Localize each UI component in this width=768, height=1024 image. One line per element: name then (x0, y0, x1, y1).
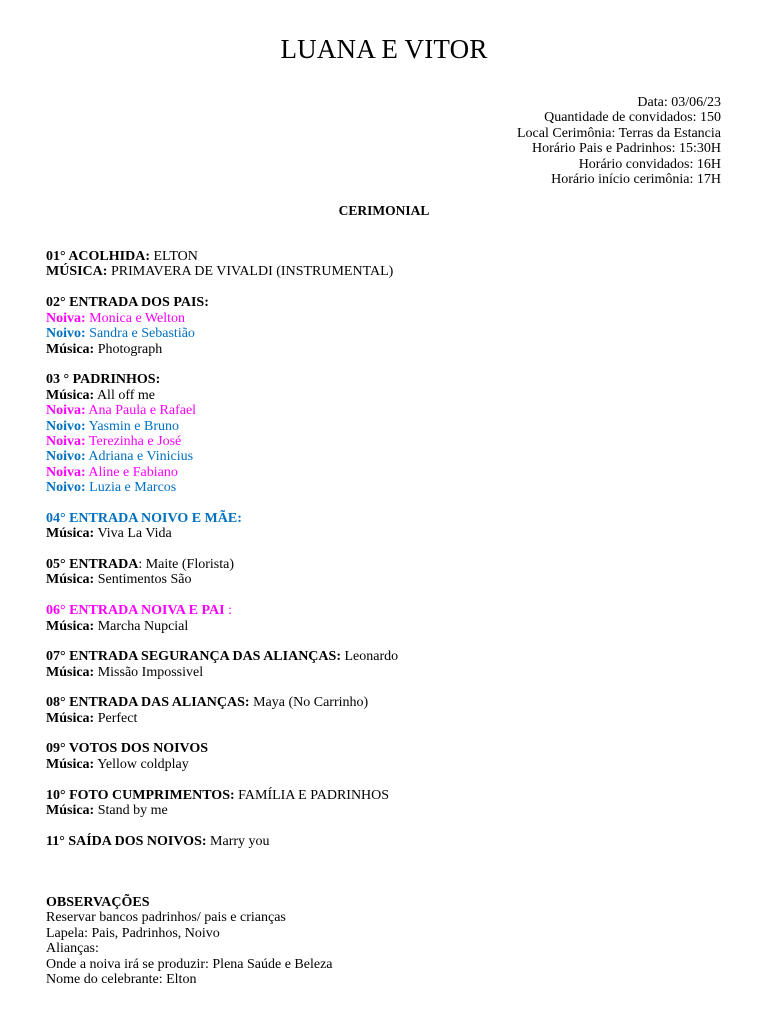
info-ceremony-location: Local Cerimônia: Terras da Estancia (516, 125, 721, 141)
schedule-line (46, 572, 191, 587)
line-label: 03 ° PADRINHOS: (46, 372, 161, 387)
schedule-line (46, 557, 234, 572)
line-label: 09° VOTOS DOS NOIVOS (46, 741, 209, 756)
schedule-line (46, 619, 188, 634)
schedule-line (46, 834, 270, 849)
event-info (517, 95, 721, 187)
schedule-line (46, 449, 193, 464)
schedule-line (46, 741, 208, 756)
line-value: Yellow coldplay (94, 757, 189, 772)
info-guests-time: Horário convidados: 16H (578, 156, 721, 172)
line-label: Noivo: (46, 449, 86, 464)
schedule-line (46, 342, 162, 357)
line-value: Sentimentos São (94, 572, 192, 587)
schedule-line (46, 372, 160, 387)
line-value: Yasmin e Bruno (85, 419, 180, 434)
schedule-line (46, 941, 99, 956)
line-value: Perfect (94, 711, 138, 726)
line-value: Photograph (94, 342, 163, 357)
info-ceremony-start: Horário início cerimônia: 17H (551, 172, 721, 188)
line-label: Música: (46, 803, 95, 818)
line-value: Maya (No Carrinho) (249, 695, 369, 710)
line-value: Aline e Fabiano (85, 465, 178, 480)
line-label: Noiva: (46, 434, 86, 449)
line-label: 04° ENTRADA NOIVO E MÃE: (46, 511, 242, 526)
line-label: 07° ENTRADA SEGURANÇA DAS ALIANÇAS: (46, 649, 341, 664)
schedule-line (46, 311, 185, 326)
line-label: Música: (46, 665, 95, 680)
line-value: All off me (94, 388, 156, 403)
info-parents-time: Horário Pais e Padrinhos: 15:30H (532, 141, 721, 157)
info-guest-count: Quantidade de convidados: 150 (544, 110, 721, 126)
line-value: PRIMAVERA DE VIVALDI (INSTRUMENTAL) (107, 264, 394, 279)
line-value: Marcha Nupcial (94, 619, 189, 634)
schedule-line (46, 480, 176, 495)
line-value: Luzia e Marcos (85, 480, 177, 495)
schedule-line (46, 649, 398, 664)
line-value: Leonardo (340, 649, 399, 664)
page-title: LUANA E VITOR (280, 34, 488, 64)
line-label: 08° ENTRADA DAS ALIANÇAS: (46, 695, 250, 710)
schedule-line (46, 972, 196, 987)
line-value: Viva La Vida (94, 526, 172, 541)
schedule-line (46, 695, 368, 710)
line-label: OBSERVAÇÕES (46, 895, 150, 910)
schedule-line (46, 295, 209, 310)
line-label: 02° ENTRADA DOS PAIS: (46, 295, 209, 310)
line-label: Noivo: (46, 480, 86, 495)
schedule-line (46, 803, 168, 818)
line-label: Noiva: (46, 465, 86, 480)
line-value: FAMÍLIA E PADRINHOS (234, 788, 390, 803)
line-label: Música: (46, 342, 95, 357)
schedule-line (46, 403, 196, 418)
line-label: Noivo: (46, 419, 86, 434)
line-label: MÚSICA: (46, 264, 108, 279)
schedule-line (46, 326, 195, 341)
line-value: Sandra e Sebastião (85, 326, 195, 341)
line-label: Noivo: (46, 326, 86, 341)
line-label: Noiva: (46, 311, 86, 326)
line-value: Reservar bancos padrinhos/ pais e crianças (46, 910, 286, 925)
line-value: Lapela: Pais, Padrinhos, Noivo (46, 926, 220, 941)
line-label: 01° ACOLHIDA: (46, 249, 150, 264)
schedule-line (46, 465, 178, 480)
line-value: Adriana e Vinicius (85, 449, 194, 464)
schedule-line (46, 665, 203, 680)
schedule-line (46, 264, 393, 279)
info-date: Data: 03/06/23 (637, 95, 721, 110)
schedule-line (46, 526, 172, 541)
schedule-line (46, 957, 333, 972)
line-value: Missão Impossivel (94, 665, 204, 680)
schedule-line (46, 249, 198, 264)
line-label: 06° ENTRADA NOIVA E PAI (46, 603, 225, 618)
line-value: : Maite (Florista) (138, 557, 234, 572)
line-label: Música: (46, 388, 95, 403)
schedule-line (46, 788, 389, 803)
line-value: Nome do celebrante: Elton (46, 972, 197, 987)
line-value: Marry you (206, 834, 270, 849)
line-label: Música: (46, 757, 95, 772)
line-value: ELTON (150, 249, 198, 264)
line-value: Monica e Welton (85, 311, 185, 326)
line-value: Ana Paula e Rafael (85, 403, 197, 418)
line-label: Música: (46, 711, 95, 726)
schedule-line (46, 419, 179, 434)
section-title: CERIMONIAL (338, 203, 430, 218)
schedule-line (46, 603, 232, 618)
line-label: Música: (46, 619, 95, 634)
schedule-line (46, 434, 181, 449)
line-label: Música: (46, 526, 95, 541)
line-label: 10° FOTO CUMPRIMENTOS: (46, 788, 235, 803)
line-value: Stand by me (94, 803, 168, 818)
line-value: : (224, 603, 232, 618)
schedule-line (46, 388, 155, 403)
line-label: 11° SAÍDA DOS NOIVOS: (46, 834, 207, 849)
line-value: Onde a noiva irá se produzir: Plena Saúde e Beleza (46, 957, 333, 972)
line-label: Música: (46, 572, 95, 587)
schedule-line (46, 895, 150, 910)
line-value: Alianças: (46, 941, 99, 956)
line-value: Terezinha e José (85, 434, 182, 449)
schedule-line (46, 757, 189, 772)
schedule-line (46, 926, 220, 941)
schedule-line (46, 511, 242, 526)
schedule-line (46, 910, 286, 925)
line-label: Noiva: (46, 403, 86, 418)
schedule-line (46, 711, 137, 726)
line-label: 05° ENTRADA (46, 557, 139, 572)
